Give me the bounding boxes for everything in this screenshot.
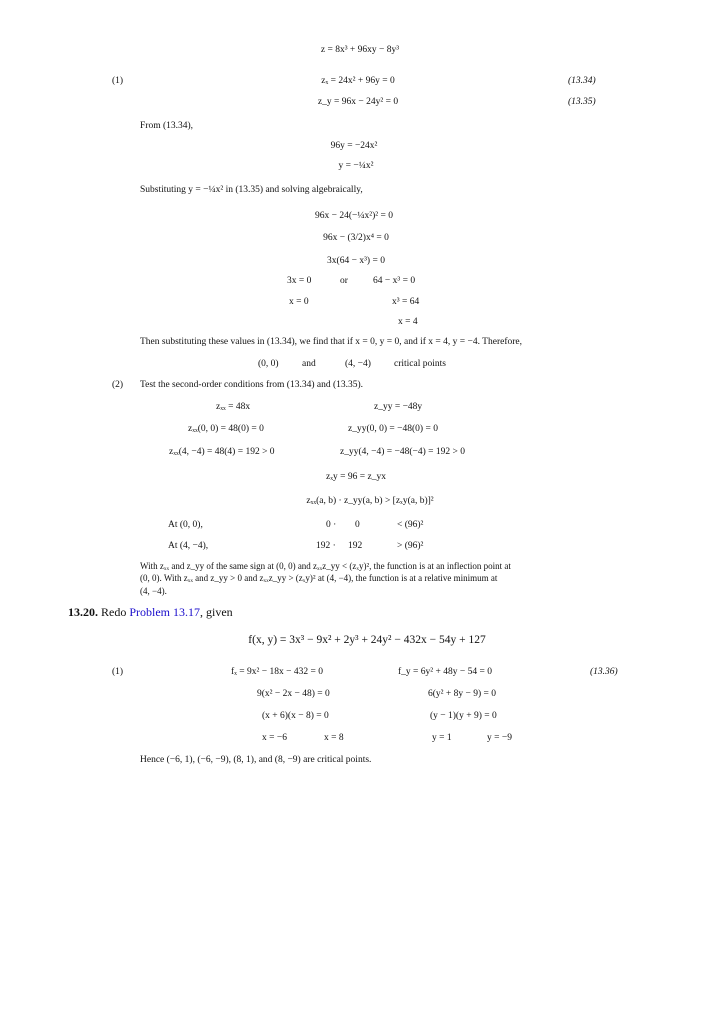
equation-zxx: zₓₓ = 48x: [216, 402, 251, 412]
critical-point: (4, −4): [345, 359, 371, 369]
value: > (96)²: [397, 541, 424, 551]
equation: (x + 6)(x − 8) = 0: [262, 711, 329, 721]
equation: (y − 1)(y + 9) = 0: [430, 711, 497, 721]
equation: 96x − 24(−¼x²)² = 0: [315, 211, 393, 221]
text-from: From (13.34),: [140, 121, 194, 131]
word-or: or: [340, 276, 348, 286]
equation: 96y = −24x²: [330, 141, 378, 151]
function-z: z = 8x³ + 96xy − 8y³: [320, 45, 400, 55]
equation: y = −¼x²: [338, 161, 374, 171]
function-f: f(x, y) = 3x³ − 9x² + 2y³ + 24y² − 432x − 54y + 127: [248, 634, 486, 646]
equation: 64 − x³ = 0: [373, 276, 416, 286]
problem-number: 13.20.: [68, 605, 98, 619]
equation-zx: zₓ = 24x² + 96y = 0: [321, 76, 395, 86]
equation: 3x = 0: [287, 276, 312, 286]
equation: 96x − (3/2)x⁴ = 0: [323, 233, 389, 243]
equation: 9(x² − 2x − 48) = 0: [257, 689, 330, 699]
text-with-line3: (4, −4).: [140, 586, 167, 596]
equation: z_yy(4, −4) = −48(−4) = 192 > 0: [340, 447, 466, 457]
equation-zy: z_y = 96x − 24y² = 0: [317, 97, 399, 107]
equation-tag: (13.35): [568, 97, 596, 107]
value: 0 ·: [326, 520, 337, 530]
text-with-line2: (0, 0). With zₓₓ and z_yy > 0 and zₓₓz_yy > (zₓy)² at (4, −4), the function is at a relative minimum at: [140, 573, 498, 583]
value: < (96)²: [397, 520, 424, 530]
solution-x: x = 8: [324, 733, 344, 743]
value: 0: [355, 520, 360, 530]
text-then: Then substituting these values in (13.34), we find that if x = 0, y = 0, and if x = 4, y = −4. Therefore,: [140, 337, 522, 347]
equation-condition: zₓₓ(a, b) · z_yy(a, b) > [zₓy(a, b)]²: [306, 496, 434, 506]
solution-x: x = −6: [262, 733, 287, 743]
equation: z_yy(0, 0) = −48(0) = 0: [348, 424, 438, 434]
problem-redo: Redo: [98, 605, 130, 619]
critical-points-label: critical points: [394, 359, 446, 369]
equation-zxy: zₓy = 96 = z_yx: [326, 472, 386, 482]
text-hence: Hence (−6, 1), (−6, −9), (8, 1), and (8, −9) are critical points.: [140, 755, 372, 765]
critical-point: (0, 0): [258, 359, 279, 369]
solution-y: y = −9: [487, 733, 512, 743]
equation: x = 4: [398, 317, 418, 327]
text-substituting: Substituting y = −¼x² in (13.35) and solving algebraically,: [140, 185, 363, 195]
equation-tag: (13.34): [568, 76, 596, 86]
problem-heading: [68, 606, 233, 618]
at-point-label: At (4, −4),: [168, 541, 209, 551]
text-with-line1: With zₓₓ and z_yy of the same sign at (0, 0) and zₓₓz_yy < (zₓy)², the function is at an inflection point at: [140, 561, 511, 571]
step-number: (1): [112, 667, 124, 677]
problem-link[interactable]: Problem 13.17: [129, 605, 201, 619]
value: 192: [348, 541, 363, 551]
value: 192 ·: [316, 541, 336, 551]
equation: zₓₓ(0, 0) = 48(0) = 0: [188, 424, 264, 434]
step-number: (1): [112, 76, 124, 86]
equation-tag: (13.36): [590, 667, 618, 677]
equation: 3x(64 − x³) = 0: [327, 256, 385, 266]
equation-fx: fₓ = 9x² − 18x − 432 = 0: [231, 667, 323, 677]
text-test: Test the second-order conditions from (13.34) and (13.35).: [140, 380, 364, 390]
step-number: (2): [112, 380, 124, 390]
word-and: and: [302, 359, 316, 369]
equation: x = 0: [289, 297, 309, 307]
equation-fy: f_y = 6y² + 48y − 54 = 0: [398, 667, 492, 677]
problem-given: , given: [200, 605, 233, 619]
equation-zyy: z_yy = −48y: [374, 402, 423, 412]
equation: 6(y² + 8y − 9) = 0: [428, 689, 496, 699]
solution-y: y = 1: [432, 733, 452, 743]
equation: zₓₓ(4, −4) = 48(4) = 192 > 0: [169, 447, 275, 457]
at-point-label: At (0, 0),: [168, 520, 203, 530]
equation: x³ = 64: [392, 297, 420, 307]
